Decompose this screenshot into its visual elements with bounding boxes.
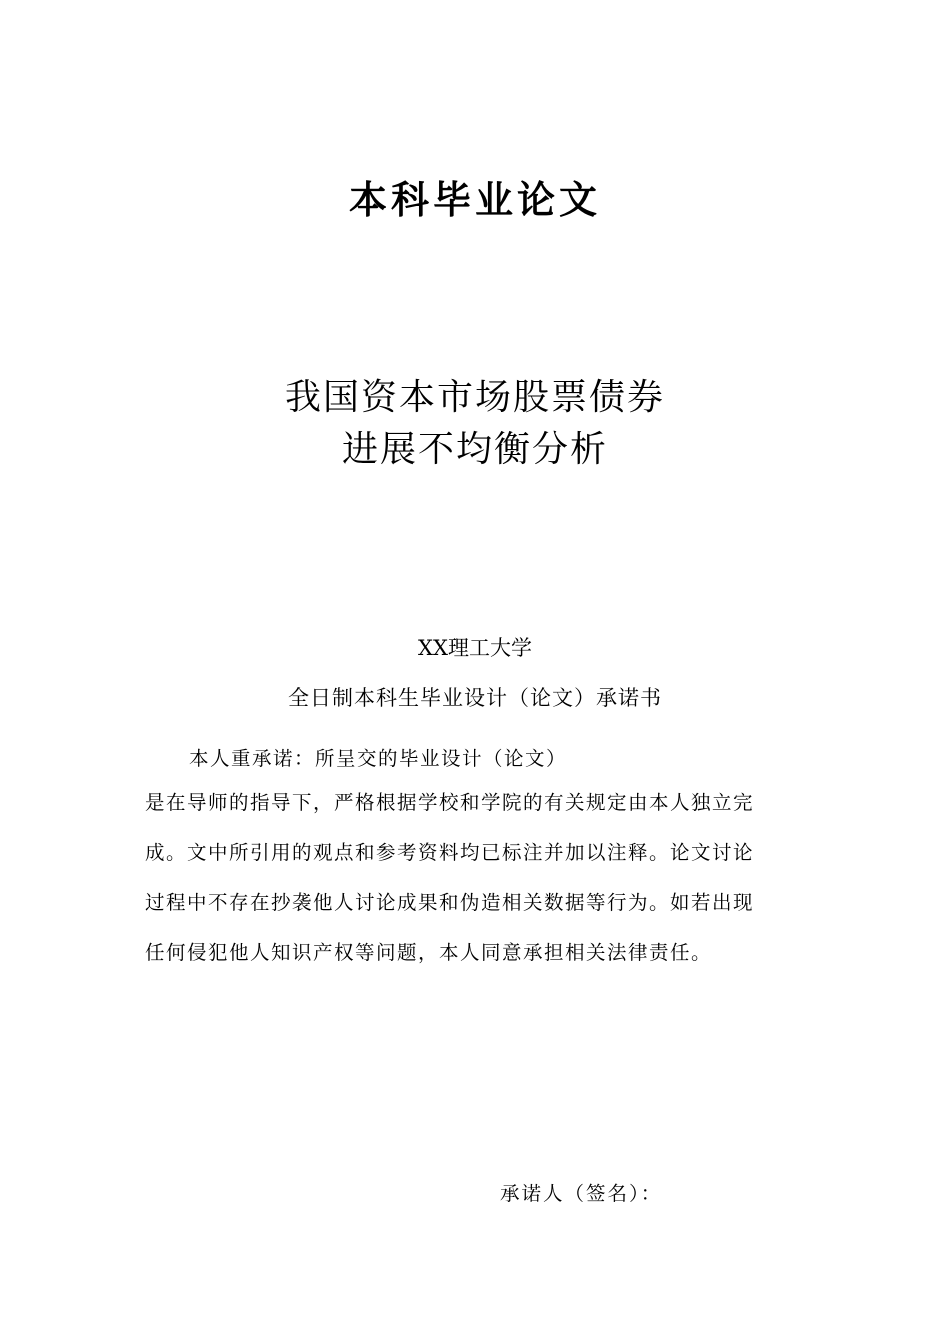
pledge-line-1: 本人重承诺：所呈交的毕业设计（论文） — [189, 747, 568, 770]
thesis-title-line-2: 进展不均衡分析 — [341, 429, 608, 470]
thesis-title — [0, 372, 950, 476]
pledge-paragraph — [145, 740, 810, 978]
pledge-line-5: 任何侵犯他人知识产权等问题，本人同意承担相关法律责任。 — [145, 941, 713, 964]
university-name: XX理工大学 — [418, 636, 532, 660]
document-type-heading: 本科毕业论文 — [348, 177, 601, 222]
pledge-line-4: 过程中不存在抄袭他人讨论成果和伪造相关数据等行为。如若出现 — [145, 891, 755, 914]
pledge-line-3: 成。文中所引用的观点和参考资料均已标注并加以注释。论文讨论 — [145, 841, 755, 864]
signature-label: 承诺人（签名）： — [500, 1182, 663, 1205]
pledge-heading: 全日制本科生毕业设计（论文）承诺书 — [288, 686, 662, 710]
thesis-title-line-1: 我国资本市场股票债券 — [284, 377, 665, 418]
pledge-line-2: 是在导师的指导下，严格根据学校和学院的有关规定由本人独立完 — [145, 791, 755, 814]
